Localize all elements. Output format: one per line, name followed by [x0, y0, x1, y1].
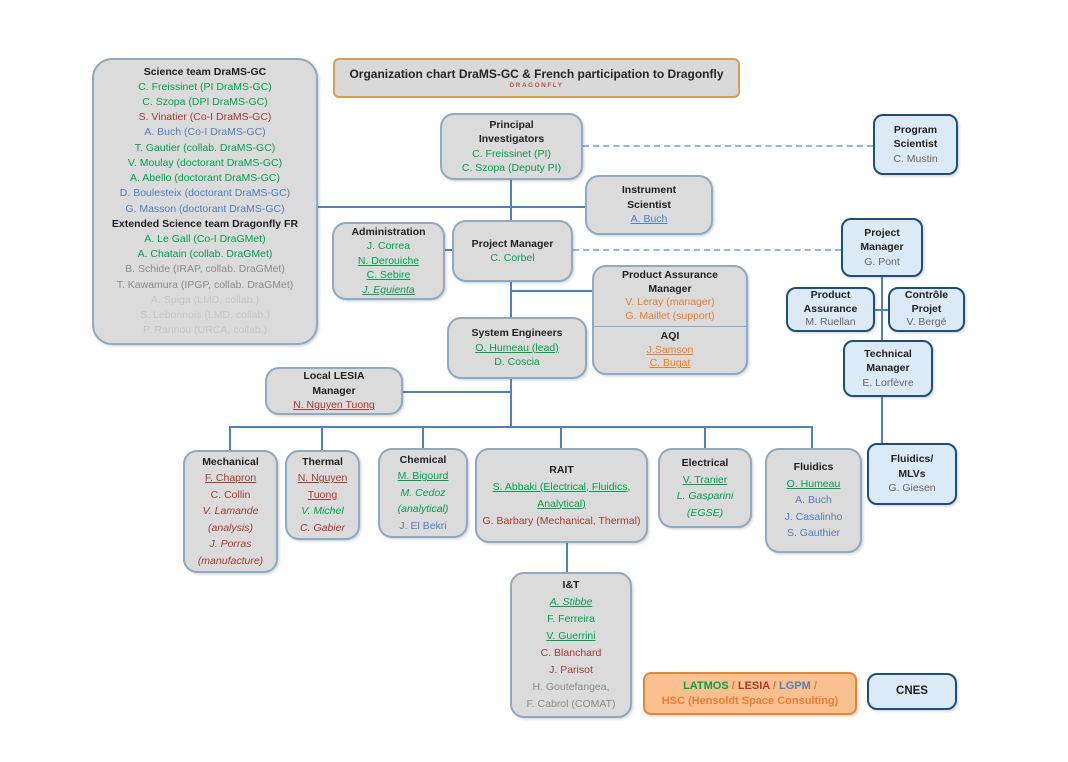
person-line: C. Collin — [210, 488, 251, 501]
box-chemical — [378, 448, 468, 538]
person-line: G. Masson (doctorant DraMS-GC) — [125, 202, 285, 215]
box-title-line: AQI — [660, 330, 680, 343]
person-line: C. Blanchard — [540, 647, 602, 659]
person-line: P. Rannou (URCA, collab.) — [142, 324, 268, 337]
connector-drop-rait — [560, 426, 562, 449]
person-line: (analytical) — [397, 503, 449, 516]
person-line: S. Lebonnois (LMD, collab.) — [140, 308, 270, 321]
box-title-line: RAIT — [549, 463, 574, 476]
box-rait — [475, 448, 648, 543]
connector-drop-mechanical — [229, 426, 231, 451]
box-science-team — [92, 58, 318, 345]
box-technical-manager-cnes — [843, 340, 933, 397]
person-line: (EGSE) — [686, 506, 724, 519]
box-title-line: Project Manager — [471, 237, 554, 250]
box-system-engineers — [447, 317, 587, 379]
box-title-line: Contrôle — [904, 289, 949, 302]
box-title-line: Mechanical — [202, 455, 259, 468]
box-title-line: MLVs — [898, 467, 926, 480]
cnes-label: CNES — [896, 685, 928, 698]
connector-drop-electrical — [704, 426, 706, 449]
person-line: F. Chapron — [204, 472, 257, 485]
box-product-assurance-manager — [592, 265, 748, 375]
box-title-line: / — [769, 680, 780, 692]
person-line: O. Humeau — [786, 477, 841, 490]
legend-row-labs — [645, 679, 855, 694]
box-title-line: Investigators — [478, 133, 545, 145]
person-line: N. Nguyen Tuong — [293, 399, 375, 412]
box-title-line: Chemical — [399, 453, 447, 466]
person-line: J. Parisot — [549, 664, 593, 676]
box-title-line: Manager — [860, 241, 904, 254]
person-line: F. Cabrol (COMAT) — [526, 698, 616, 710]
box-title-line: / — [728, 680, 738, 692]
legend-banner — [643, 672, 857, 715]
connector-syseng-to-bus — [510, 378, 512, 426]
box-local-lesia-manager — [265, 367, 403, 415]
box-title-line: LATMOS — [683, 680, 729, 692]
connector-bus — [229, 426, 813, 428]
person-line: J.Samson — [646, 343, 694, 356]
box-title-line: Manager — [866, 362, 910, 375]
person-line: J. Porras — [209, 538, 252, 551]
box-title-line: Administration — [351, 225, 426, 238]
person-line: S. Vinatier (Co-I DraMS-GC) — [138, 111, 272, 124]
person-line: V. Michel — [301, 505, 344, 518]
person-line: C. Corbel — [490, 252, 535, 264]
person-line: T. Kawamura (IPGP, collab. DraGMet) — [116, 278, 294, 291]
person-line: B. Schide (IRAP, collab. DraGMet) — [125, 263, 285, 276]
person-line: E. Lorfèvre — [862, 376, 914, 389]
dragonfly-logo: DRAGONFLY — [509, 81, 564, 89]
box-title-line: Scientist — [627, 198, 671, 211]
person-line: S. Gauthier — [786, 527, 841, 540]
person-line: J. El Bekri — [399, 519, 447, 532]
person-line: A. Buch — [630, 213, 668, 226]
person-line: A. Chatain (collab. DraGMet) — [137, 248, 273, 261]
connector-techmgr-fluidicsmlvs — [881, 397, 883, 444]
box-title-line: I&T — [562, 579, 580, 591]
person-line: N. Derouiche — [357, 254, 420, 267]
connector-lesia-trunk — [403, 391, 511, 393]
box-title-line: Scientist — [893, 138, 938, 151]
box-title-line: System Engineers — [471, 327, 563, 340]
person-line: G. Barbary (Mechanical, Thermal) — [482, 514, 641, 527]
box-title-line: Manager — [312, 384, 356, 397]
connector-pm-to-syseng — [510, 281, 512, 318]
person-line: A. Buch (Co-I DraMS-GC) — [144, 126, 266, 139]
box-product-assurance-cnes — [786, 287, 875, 332]
person-line: G. Maillet (support) — [625, 309, 715, 322]
person-line: H. Goutefangea, — [532, 681, 610, 693]
box-title-line: Electrical — [681, 457, 729, 469]
box-thermal — [285, 450, 360, 540]
person-line: N. Nguyen Tuong — [297, 472, 348, 501]
box-project-manager — [452, 220, 573, 282]
person-line: (manufacture) — [197, 554, 264, 567]
person-line: G. Giesen — [888, 482, 936, 495]
box-title-line: Principal — [489, 118, 534, 131]
box-project-manager-cnes — [841, 218, 923, 277]
box-electrical — [658, 448, 752, 528]
connector-drop-fluidics — [811, 426, 813, 449]
box-title-line: Project — [864, 226, 900, 239]
box-fluidics — [765, 448, 862, 553]
person-line: V. Guerrini — [546, 630, 596, 642]
person-line: M. Bigourd — [397, 470, 449, 483]
connector-trunk-pam — [510, 290, 593, 292]
box-instrument-scientist — [585, 175, 713, 235]
title-banner — [333, 58, 740, 98]
person-line: A. Buch — [795, 494, 832, 507]
box-title-line: Program — [893, 123, 938, 136]
box-cnes — [867, 673, 957, 710]
person-line: A. Le Gall (Co-I DraGMet) — [144, 232, 266, 245]
connector-dashed-pm-pm-cnes — [573, 249, 841, 251]
box-title-line: Fluidics/ — [890, 453, 934, 466]
box-title-line: Technical — [864, 347, 912, 360]
person-line: J. Casalinho — [784, 510, 843, 523]
box-mechanical — [183, 450, 278, 573]
person-line: C. Freissinet (PI) — [472, 147, 551, 160]
person-line: C. Gabier — [300, 521, 345, 534]
person-line: C. Freissinet (PI DraMS-GC) — [138, 80, 272, 93]
person-line: V. Lamande — [202, 505, 259, 518]
person-line: A. Spiga (LMD, collab.) — [151, 293, 259, 306]
person-line: C. Szopa (DPI DraMS-GC) — [142, 96, 268, 109]
box-title-line: LGPM — [779, 680, 811, 692]
box-administration — [332, 222, 445, 300]
connector-drop-chemical — [422, 426, 424, 449]
box-title-line: Thermal — [302, 455, 343, 468]
box-controle-projet-cnes — [888, 287, 965, 332]
connector-rait-it — [566, 543, 568, 573]
person-line: M. Ruellan — [805, 316, 856, 329]
person-line: V. Bergé — [906, 316, 947, 329]
box-title-line: Instrument — [621, 184, 677, 197]
box-title-line: Product Assurance — [622, 269, 718, 282]
person-line: T. Gautier (collab. DraMS-GC) — [134, 141, 276, 154]
person-line: L. Gasparini — [676, 490, 734, 502]
person-line: A. Abello (doctorant DraMS-GC) — [130, 172, 280, 185]
box-fluidics-mlvs-cnes — [867, 443, 957, 505]
person-line: S. Abbaki (Electrical, Fluidics, Analytical) — [492, 480, 631, 510]
person-line: D. Boulesteix (doctorant DraMS-GC) — [119, 187, 291, 200]
box-title-line: Local LESIA — [303, 370, 365, 383]
person-line: V. Leray (manager) — [625, 296, 715, 309]
connector-science-trunk-instrument — [318, 206, 585, 208]
connector-pi-to-pm — [510, 180, 512, 221]
person-line: O. Humeau (lead) — [475, 341, 559, 354]
person-line: D. Coscia — [494, 356, 540, 369]
connector-drop-thermal — [321, 426, 323, 451]
connector-dashed-pi-program-scientist — [583, 145, 873, 147]
box-it-team — [510, 572, 632, 718]
box-title-line: LESIA — [737, 680, 770, 692]
person-line: A. Stibbe — [549, 596, 593, 608]
person-line: C. Szopa (Deputy PI) — [461, 162, 562, 174]
legend-row-hsc — [645, 694, 855, 709]
person-line: C. Bugat — [649, 357, 691, 370]
chart-title: Organization chart DraMS-GC & French participation to Dragonfly — [349, 66, 724, 81]
person-line: J. Correa — [366, 240, 411, 253]
person-line: C. Mustin — [893, 152, 938, 165]
box-program-scientist — [873, 114, 958, 175]
box-title-line: Fluidics — [793, 461, 834, 474]
person-line: G. Pont — [864, 255, 900, 268]
divider — [594, 326, 746, 327]
person-line: J. Eguienta — [362, 283, 415, 296]
box-principal-investigators — [440, 113, 583, 180]
person-line: F. Ferreira — [547, 613, 595, 625]
person-line: V. Moulay (doctorant DraMS-GC) — [127, 156, 283, 169]
person-line: V. Tranier — [682, 473, 728, 486]
box-title-line: Product — [810, 289, 851, 302]
box-title-line: Assurance — [803, 302, 858, 315]
box-title-line: HSC (Hensoldt Space Consulting) — [661, 694, 839, 707]
connector-pa-cp — [875, 309, 889, 311]
box-title-line: / — [810, 680, 817, 692]
person-line: C. Sebire — [366, 269, 411, 282]
box-title-line: Science team DraMS-GC — [143, 65, 267, 78]
box-title-line: Extended Science team Dragonfly FR — [111, 217, 299, 230]
box-title-line: Projet — [911, 302, 942, 315]
person-line: M. Cedoz — [400, 486, 446, 499]
box-title-line: Manager — [648, 282, 692, 295]
person-line: (analysis) — [208, 521, 253, 534]
